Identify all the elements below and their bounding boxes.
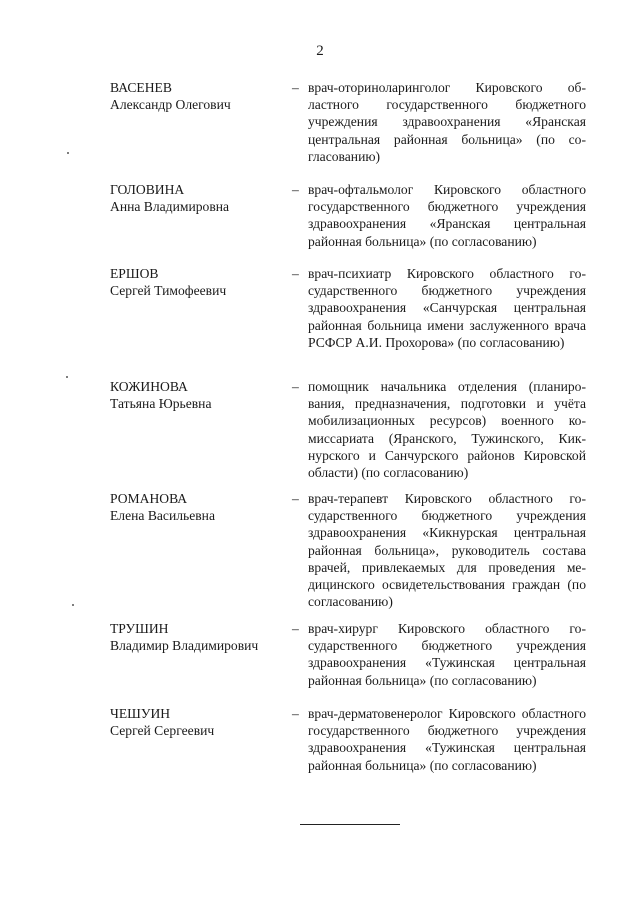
dash-separator: – (292, 706, 299, 721)
scan-speck (66, 376, 68, 378)
member-given-names: Владимир Владимирович (110, 638, 259, 654)
member-role: врач-терапевт Кировского областного государственного бюджетного учреждения здравоохранения «Кикнурская центральная районная больница», руководитель состава врачей, привлекаемых для проведения медицинского освидетельствования граждан (по согласованию) (308, 491, 586, 610)
member-given-names: Сергей Сергеевич (110, 723, 215, 739)
member-name (110, 490, 290, 524)
member-given-names: Анна Владимировна (110, 199, 230, 215)
member-name (110, 378, 290, 412)
member-surname: ТРУШИН (110, 621, 169, 636)
dash-separator: – (292, 491, 299, 506)
dash-separator: – (292, 379, 299, 394)
member-name (110, 620, 290, 654)
member-surname: ЕРШОВ (110, 266, 159, 281)
member-given-names: Александр Олегович (110, 97, 231, 113)
member-given-names: Татьяна Юрьевна (110, 396, 212, 412)
member-role: врач-дерматовенеролог Кировского областного государственного бюджетного учреждения здравоохранения «Тужинская центральная районная больница» (по согласованию) (308, 706, 586, 773)
member-role: помощник начальника отделения (планирования, предназначения, подготовки и учёта мобилизационных ресурсов) военного комиссариата (Яранского, Тужинского, Кикнурского и Санчурского районов Кировской области) (по согласованию) (308, 379, 586, 481)
closing-rule (300, 824, 400, 825)
member-role: врач-психиатр Кировского областного государственного бюджетного учреждения здравоохранения «Санчурская центральная районная больница имени заслуженного врача РСФСР А.И. Прохорова» (по согласованию) (308, 266, 586, 350)
member-name (110, 79, 290, 113)
dash-separator: – (292, 80, 299, 95)
member-role: врач-хирург Кировского областного государственного бюджетного учреждения здравоохранения «Тужинская центральная районная больница» (по согласованию) (308, 621, 586, 688)
member-surname: ГОЛОВИНА (110, 182, 185, 197)
member-role: врач-офтальмолог Кировского областного государственного бюджетного учреждения здравоохранения «Яранская центральная районная больница» (по согласованию) (308, 182, 586, 249)
dash-separator: – (292, 266, 299, 281)
member-surname: РОМАНОВА (110, 491, 188, 506)
scan-speck (67, 152, 69, 154)
member-surname: ВАСЕНЕВ (110, 80, 172, 95)
dash-separator: – (292, 621, 299, 636)
member-name (110, 181, 290, 215)
page-number: 2 (316, 43, 324, 59)
member-name (110, 265, 290, 299)
member-surname: КОЖИНОВА (110, 379, 188, 394)
dash-separator: – (292, 182, 299, 197)
member-surname: ЧЕШУИН (110, 706, 171, 721)
member-given-names: Сергей Тимофеевич (110, 283, 227, 299)
scan-speck (72, 604, 74, 606)
member-role: врач-оториноларинголог Кировского областного государственного бюджетного учреждения здравоохранения «Яранская центральная районная больница» (по согласованию) (308, 80, 586, 164)
member-name (110, 705, 290, 739)
member-given-names: Елена Васильевна (110, 508, 215, 524)
